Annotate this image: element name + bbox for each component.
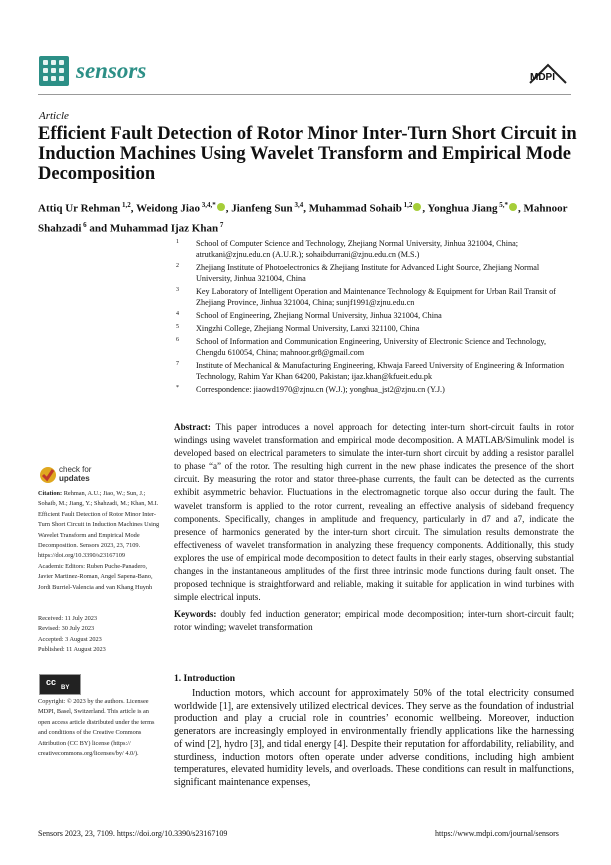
orcid-icon[interactable] xyxy=(413,203,421,211)
citation-block xyxy=(38,489,160,562)
affiliation-number: 5 xyxy=(176,324,179,330)
affiliation-text: Correspondence: jiaowd1970@zjnu.cn (W.J.); yonghua_jst2@zjnu.cn (Y.J.) xyxy=(196,385,445,394)
affiliation-number: 1 xyxy=(176,239,179,245)
publisher-logo-text: MDPI xyxy=(530,72,555,83)
publication-date: Revised: 30 July 2023 xyxy=(38,625,95,633)
affiliation-number: 6 xyxy=(176,337,179,343)
check-for-updates-label[interactable] xyxy=(59,465,91,483)
affiliation-item xyxy=(176,262,576,284)
check-for-updates-icon[interactable] xyxy=(39,464,57,486)
affiliation-item xyxy=(176,238,576,260)
academic-editors: Academic Editors: Ruben Puche-Panadero, Javier Martinez-Roman, Angel Sapena-Bano, Jordi Burriel-Valencia and van Khang Huynh xyxy=(38,563,153,591)
author-list: Attiq Ur Rehman $^{1,2}$, Weidong Jiao $^{3,4,*}$ , Jianfeng Sun $^{3,4}$, Muhammad Sohaib $^{1,2}$ , Yonghua Jiang $^{5,*}$ , Mahnoor Shahzadi $^6$ and Muhammad Ijaz Khan $^7$ xyxy=(38,201,568,235)
article-type: Article xyxy=(39,110,69,122)
affiliation-text: School of Engineering, Zhejiang Normal University, Jinhua 321004, China xyxy=(196,311,442,320)
affiliation-number: 3 xyxy=(176,287,179,293)
keywords-text: doubly fed induction generator; empirical mode decomposition; inter-turn short-circuit fault; rotor winding; wavelet transformation xyxy=(174,609,574,633)
header-divider xyxy=(38,94,571,95)
affiliation-number: 7 xyxy=(176,361,179,367)
author-name[interactable]: Yonghua Jiang xyxy=(427,202,498,215)
publication-dates xyxy=(38,614,160,656)
keywords xyxy=(174,608,574,634)
affiliation-text: Institute of Mechanical & Manufacturing Engineering, Khwaja Fareed University of Engineering & Information Technology, Rahim Yar Khan 64200, Pakistan; ijaz.khan@kfueit.edu.pk xyxy=(196,361,565,381)
citation-text: Rehman, A.U.; Jiao, W.; Sun, J.; Sohaib, M.; Jiang, Y.; Shahzadi, M.; Khan, M.I. Efficient Fault Detection of Rotor Minor Inter-Turn Short Circuit in Induction Machines Using Wavelet Transform and Empirical Mode Decomposition. Sensors 2023, 23, 7109. https://doi.org/10.3390/s23167109 xyxy=(38,490,160,560)
affiliation-text: Xingzhi College, Zhejiang Normal University, Lanxi 321100, China xyxy=(196,324,420,333)
introduction-text: Induction motors, which account for approximately 50% of the total electricity consumed worldwide [1], are extensively utilized electrical devices. They serve as the foundation of industrial production and play a crucial role in countries’ economic wellbeing. Moreover, induction generators are increasingly employed in environmentally friendly applications like the harnessing of wind [2], hydro [3], and tidal energy [4]. Despite their reputation for affordability, reliability, and sturdiness, induction motors often operate under adverse conditions, including high ambient temperatures, elevated humidity levels, and overloads. These conditions can result in malfunctions, significant maintenance expenses, xyxy=(174,688,574,788)
author-affiliation-marker: 3,4,* xyxy=(199,201,216,209)
cc-by-license-icon[interactable] xyxy=(39,674,81,695)
check-updates-line1: check for xyxy=(59,465,92,474)
author-name[interactable]: Mahnoor Shahzadi xyxy=(38,202,568,235)
author-affiliation-marker: 7 xyxy=(218,220,224,229)
author-name[interactable]: Attiq Ur Rehman xyxy=(38,202,121,215)
license-text: Copyright: © 2023 by the authors. Licensee MDPI, Basel, Switzerland. This article is an open access article distributed under the terms and conditions of the Creative Commons Attribution (CC BY) license (https:// creativecommons.org/licenses/by/ 4.0/). xyxy=(38,698,155,758)
affiliation-item xyxy=(176,384,576,395)
citation-label: Citation: xyxy=(38,490,63,497)
affiliation-item xyxy=(176,286,576,308)
author-affiliation-marker: 1,2 xyxy=(120,201,131,209)
affiliation-item xyxy=(176,323,576,334)
affiliation-list xyxy=(176,238,576,397)
author-name[interactable]: Jianfeng Sun xyxy=(231,202,293,215)
abstract-label: Abstract: xyxy=(174,422,211,432)
publication-date: Received: 11 July 2023 xyxy=(38,615,98,622)
affiliation-item xyxy=(176,310,576,321)
footer-journal-link[interactable]: https://www.mdpi.com/journal/sensors xyxy=(435,829,559,838)
orcid-icon[interactable] xyxy=(217,203,225,211)
cc-badge-label: cc xyxy=(46,677,57,687)
affiliation-item xyxy=(176,336,576,358)
affiliation-text: School of Information and Communication Engineering, University of Electronic Science and Technology, Chengdu 610054, China; mahnoor.gr8@gmail.com xyxy=(196,337,547,357)
author-affiliation-marker: 3,4 xyxy=(292,201,304,209)
affiliation-item xyxy=(176,360,576,382)
author-affiliation-marker: 5,* xyxy=(497,201,509,209)
publication-date: Published: 11 August 2023 xyxy=(38,646,106,654)
affiliation-text: School of Computer Science and Technology, Zhejiang Normal University, Jinhua 321004, China; atrutkani@zjnu.edu.cn (A.U.R.); sohaibdurrani@zjnu.edu.cn (M.S.) xyxy=(196,239,519,259)
abstract xyxy=(174,421,574,604)
author-name[interactable]: Muhammad Sohaib xyxy=(308,202,402,215)
article-title: Efficient Fault Detection of Rotor Minor Inter-Turn Short Circuit in Induction Machines Using Wavelet Transform and Empirical Mode Decomposition xyxy=(38,124,577,184)
journal-name: sensors xyxy=(76,58,147,83)
affiliation-number: 2 xyxy=(176,263,179,269)
by-badge-label: BY xyxy=(61,685,70,691)
author-name[interactable]: Muhammad Ijaz Khan xyxy=(109,222,219,235)
author-affiliation-marker: 1,2 xyxy=(401,201,413,209)
orcid-icon[interactable] xyxy=(509,203,517,211)
author-name[interactable]: Weidong Jiao xyxy=(136,202,200,215)
affiliation-text: Zhejiang Institute of Photoelectronics & Zhejiang Institute for Advanced Light Source, Zhejiang Normal University, Jinhua 321004, China xyxy=(196,263,540,283)
affiliation-text: Key Laboratory of Intelligent Operation and Maintenance Technology & Equipment for Urban Rail Transit of Zhejiang Province, Jinhua 321004, China; sunjf1991@zjnu.edu.cn xyxy=(196,287,556,307)
author-affiliation-marker: 6 xyxy=(81,220,87,229)
affiliation-number: 4 xyxy=(176,311,179,317)
check-updates-line2: updates xyxy=(59,474,90,483)
section-heading-introduction: 1. Introduction xyxy=(174,674,236,684)
abstract-text: This paper introduces a novel approach for detecting inter-turn short-circuit faults in rotor windings using wavelet transformation and empirical mode decomposition. A MATLAB/Simulink model is developed based on electrical parameters to simulate the inter-turn short circuit by adding a resistor parallel to phase “a” of the rotor. The resulting high current in the new phase indicates the presence of the short circuit. By measuring the rotor and stator three-phase currents, the fault can be detected as the currents exhibit asymmetric behavior. Fluctuations in the electromagnetic torque also occur during the fault. The wavelet transform is applied to the rotor current, revealing an effective analysis of sideband frequency components. Specifically, changes in amplitude and frequency, particularly in d7 and a7, indicate the presence of harmonics generated by the inter-turn short circuit. The simulation results demonstrate the effectiveness of wavelet transformation in analyzing these frequency components. Additionally, this study explores the use of empirical mode decomposition to detect faults in their early stages, observing substantial changes in the instantaneous amplitudes of the first three intrinsic mode functions during fault onset. The proposed technique is straightforward and reliable, making it suitable for application in wind turbines with simple electrical inputs. xyxy=(174,422,575,603)
publication-date: Accepted: 3 August 2023 xyxy=(38,635,102,643)
keywords-label: Keywords: xyxy=(174,609,217,619)
journal-logo-icon xyxy=(39,56,69,86)
affiliation-number: * xyxy=(176,385,179,391)
footer-citation[interactable]: Sensors 2023, 23, 7109. https://doi.org/10.3390/s23167109 xyxy=(38,829,228,838)
